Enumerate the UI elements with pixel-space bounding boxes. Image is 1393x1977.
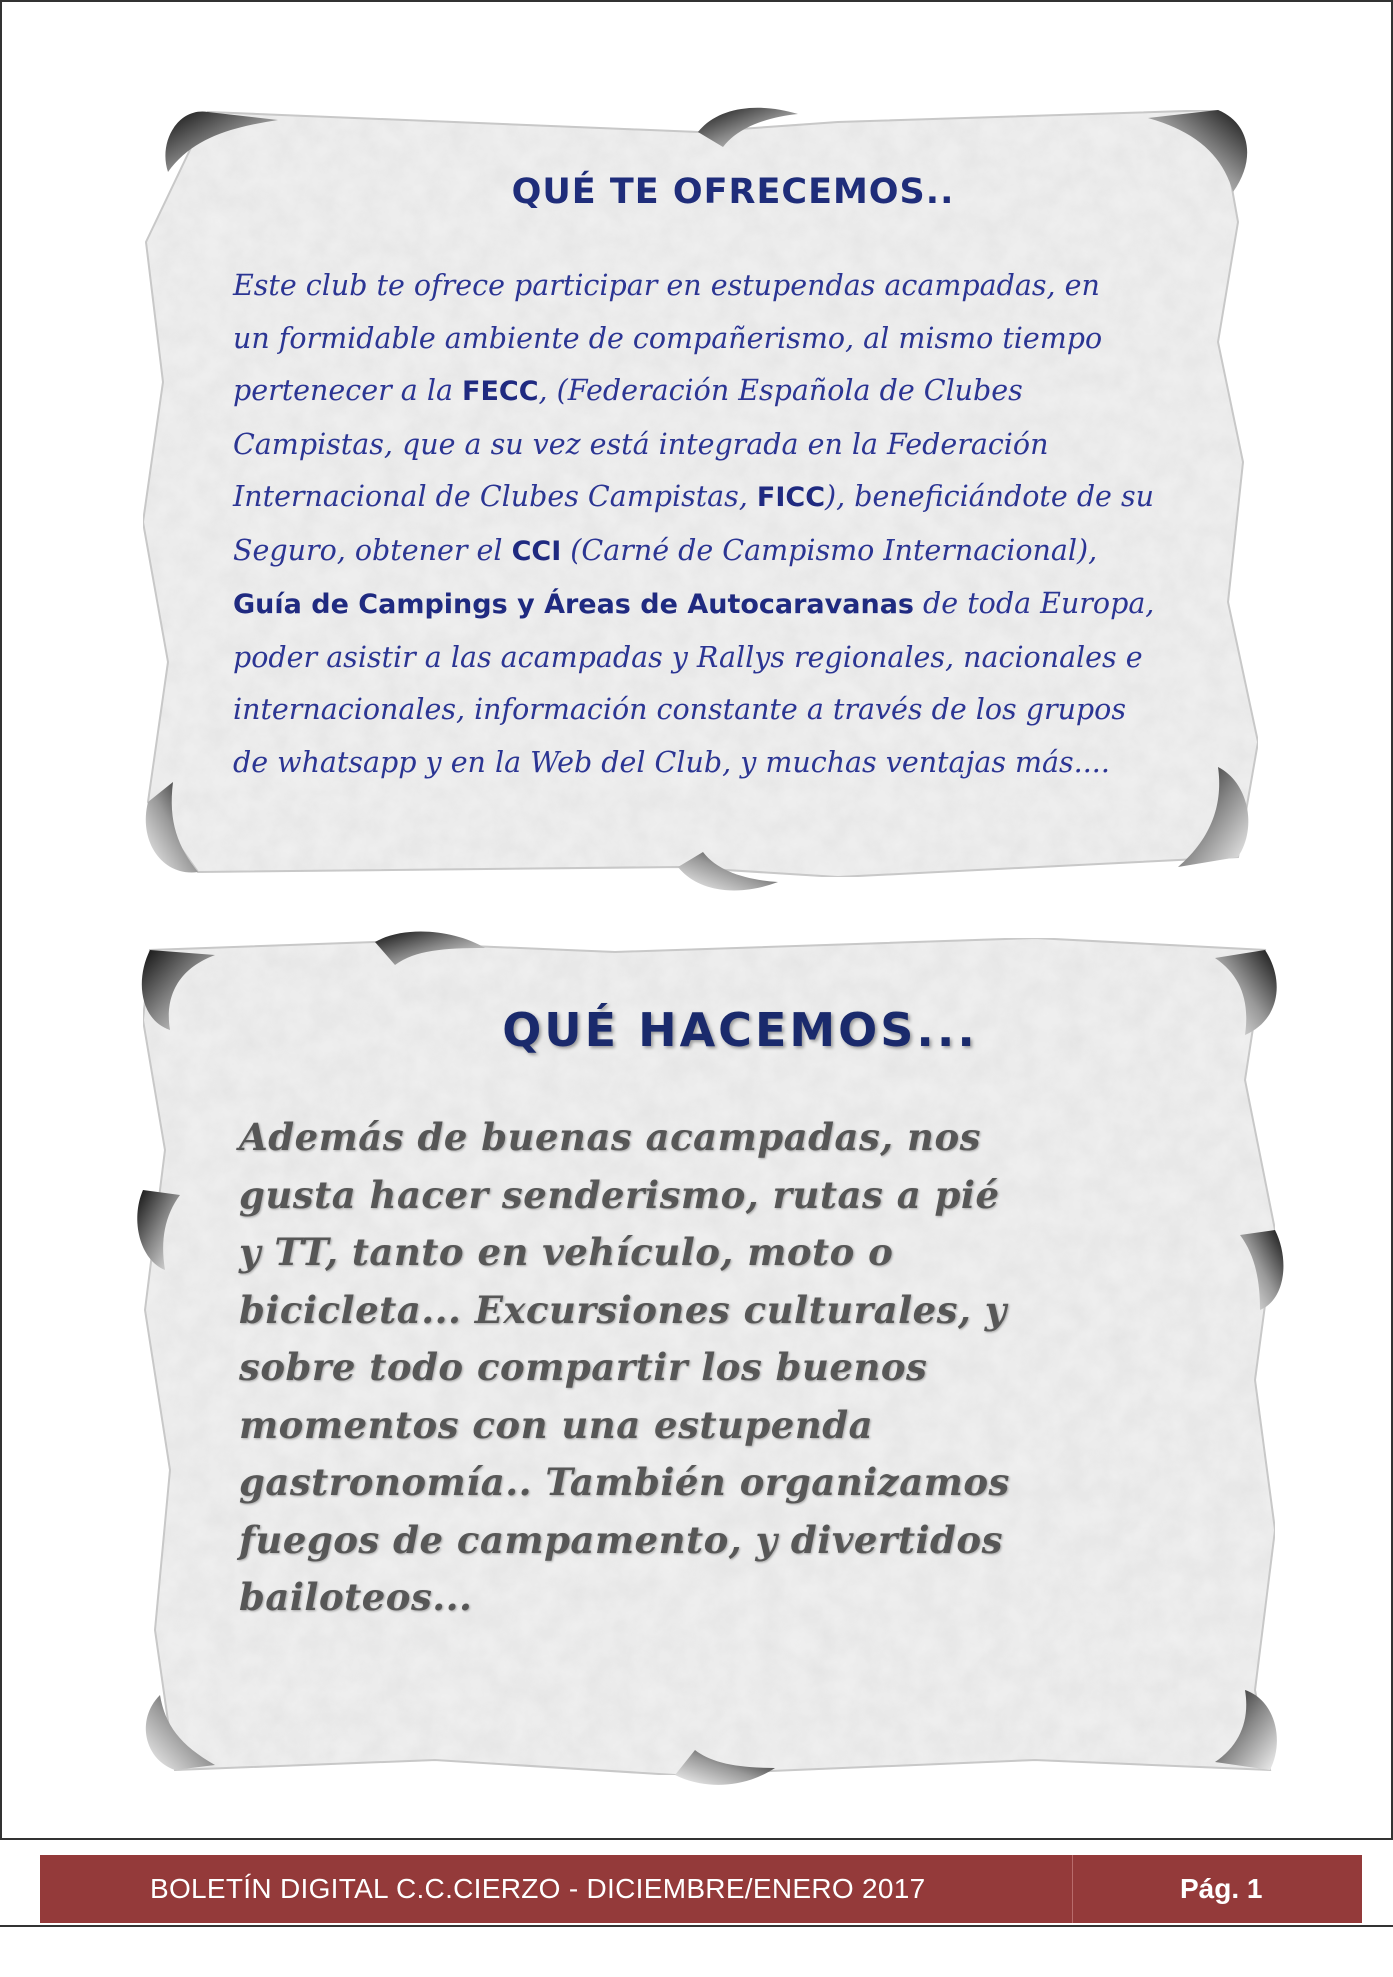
offer-text-segment: poder asistir a las acampadas y Rallys regionales, nacionales e — [233, 640, 1143, 674]
activities-line: gastronomía.. También organizamos — [239, 1460, 1010, 1504]
footer-rule-top — [0, 1838, 1393, 1840]
activities-line: bicicleta... Excursiones culturales, y — [239, 1287, 1007, 1332]
activities-line: Además de buenas acampadas, nos — [239, 1115, 981, 1159]
offer-text-segment: ), beneficiándote de su — [825, 480, 1154, 513]
activities-line: momentos con una estupenda — [239, 1402, 874, 1447]
offer-line — [233, 525, 1233, 579]
activities-line: y TT, tanto en vehículo, moto o — [239, 1230, 894, 1274]
offer-text-segment: un formidable ambiente de compañerismo, al mismo tiempo — [233, 321, 1103, 355]
activities-title: QUÉ HACEMOS... — [502, 1003, 978, 1057]
offer-text-segment: , (Federación Española de Clubes — [538, 374, 1023, 407]
offer-bold-term: FICC — [756, 482, 826, 513]
offer-content — [233, 162, 1233, 789]
footer-title: BOLETÍN DIGITAL C.C.CIERZO - DICIEMBRE/ENERO 2017 — [150, 1873, 926, 1904]
footer-divider — [1072, 1855, 1073, 1923]
offer-line — [233, 365, 1233, 419]
page-border-top — [0, 0, 1393, 2]
offer-text-segment: Seguro, obtener el — [233, 533, 512, 567]
offer-text-segment: Este club te ofrece participar en estupendas acampadas, en — [233, 269, 1100, 302]
offer-line — [233, 578, 1233, 632]
offer-paragraph — [233, 260, 1233, 789]
offer-line — [233, 471, 1233, 525]
offer-bold-term: FECC — [462, 376, 539, 407]
activities-line: gusta hacer senderismo, rutas a pié — [239, 1172, 1000, 1217]
offer-text-segment: internacionales, información constante a través de los grupos — [233, 693, 1126, 726]
activities-line: fuegos de campamento, y divertidos — [239, 1517, 1003, 1562]
offer-bold-term: Guía de Campings y Áreas de Autocaravanas — [233, 589, 914, 620]
offer-title: QUÉ TE OFRECEMOS.. — [511, 172, 955, 212]
offer-text-segment: (Carné de Campismo Internacional), — [561, 533, 1098, 567]
footer-bar — [40, 1855, 1362, 1923]
offer-bold-term: CCI — [511, 535, 562, 567]
offer-line — [233, 313, 1233, 366]
offer-text-segment: Internacional de Clubes Campistas, — [233, 480, 757, 513]
offer-line — [233, 684, 1233, 737]
offer-text-segment: de toda Europa, — [914, 587, 1155, 620]
page-number: Pág. 1 — [1180, 1873, 1263, 1904]
page-border-left — [0, 0, 2, 1840]
offer-text-segment: de whatsapp y en la Web del Club, y muchas ventajas más.... — [233, 745, 1110, 779]
offer-line — [233, 632, 1233, 685]
offer-line — [233, 260, 1233, 313]
offer-scroll — [138, 102, 1278, 897]
activities-paragraph — [239, 1109, 1245, 1627]
activities-line: sobre todo compartir los buenos — [239, 1345, 928, 1389]
offer-text-segment: pertenecer a la — [233, 374, 463, 407]
activities-content — [235, 995, 1245, 1627]
activities-scroll — [135, 930, 1285, 1785]
footer-rule-bottom — [0, 1925, 1393, 1927]
activities-line: bailoteos... — [239, 1575, 473, 1619]
offer-line — [233, 419, 1233, 472]
offer-text-segment: Campistas, que a su vez está integrada en la Federación — [233, 427, 1049, 461]
offer-line — [233, 737, 1233, 790]
